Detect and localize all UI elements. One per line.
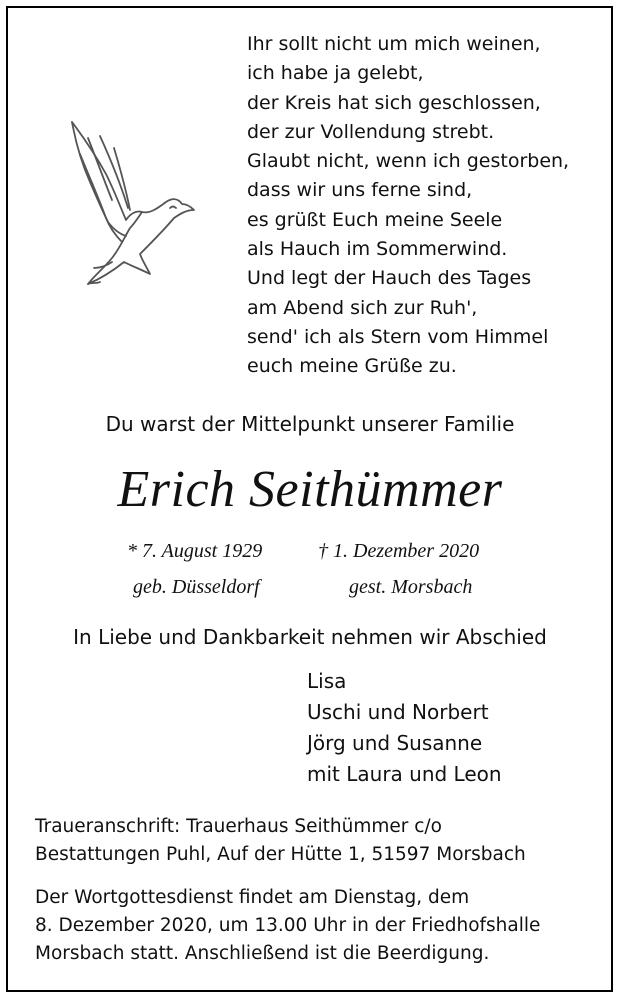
family-member: Jörg und Susanne xyxy=(307,731,483,755)
address-line: Bestattungen Puhl, Auf der Hütte 1, 51597 Morsbach xyxy=(35,844,526,865)
service-line: Morsbach statt. Anschließend ist die Beerdigung. xyxy=(35,943,490,964)
service-line: 8. Dezember 2020, um 13.00 Uhr in der Friedhofshalle xyxy=(35,915,541,936)
death-place: gest. Morsbach xyxy=(349,576,473,598)
birth-date: * 7. August 1929 xyxy=(127,540,263,562)
poem-line: der Kreis hat sich geschlossen, xyxy=(247,91,541,114)
address-line: Traueranschrift: Trauerhaus Seithümmer c/o xyxy=(35,816,442,837)
motto: Du warst der Mittelpunkt unserer Familie xyxy=(105,412,515,436)
poem-line: als Hauch im Sommerwind. xyxy=(247,238,508,261)
death-date: † 1. Dezember 2020 xyxy=(318,540,480,562)
poem-line: der zur Vollendung strebt. xyxy=(247,120,495,143)
farewell-line: In Liebe und Dankbarkeit nehmen wir Abschied xyxy=(73,625,547,649)
poem-line: am Abend sich zur Ruh', xyxy=(247,296,478,319)
poem-line: euch meine Grüße zu. xyxy=(247,355,457,378)
poem-line: Ihr sollt nicht um mich weinen, xyxy=(247,33,541,55)
poem-line: Und legt der Hauch des Tages xyxy=(247,267,532,290)
deceased-name: Erich Seithümmer xyxy=(117,461,503,518)
poem-line: ich habe ja gelebt, xyxy=(247,62,424,85)
poem xyxy=(247,30,569,382)
mourning-address xyxy=(35,813,526,869)
birth-place: geb. Düsseldorf xyxy=(133,576,260,598)
family-list xyxy=(307,666,502,790)
family-member: Uschi und Norbert xyxy=(307,700,489,724)
dove-icon xyxy=(66,118,200,290)
service-notice xyxy=(35,884,540,968)
family-member: mit Laura und Leon xyxy=(307,762,502,786)
poem-line: es grüßt Euch meine Seele xyxy=(247,208,503,231)
poem-line: Glaubt nicht, wenn ich gestorben, xyxy=(247,150,570,173)
service-line: Der Wortgottesdienst findet am Dienstag, dem xyxy=(35,887,470,908)
family-member: Lisa xyxy=(307,669,347,693)
poem-line: dass wir uns ferne sind, xyxy=(247,179,473,202)
poem-line: send' ich als Stern vom Himmel xyxy=(247,325,549,348)
